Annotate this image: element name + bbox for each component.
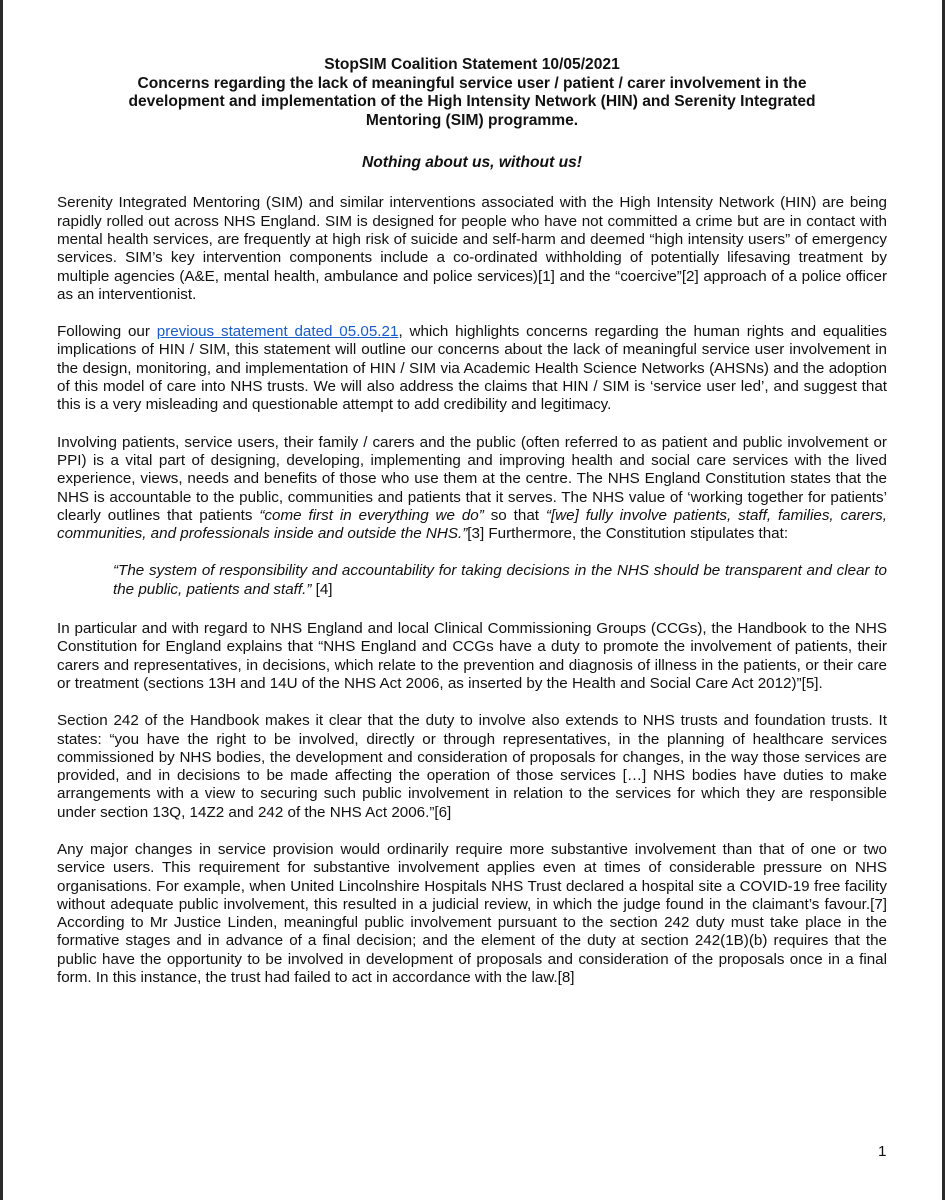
italic-quote: “[we] fully involve patients, staff, families, carers, communities, and professionals inside and outside the NHS.”	[57, 506, 887, 543]
paragraph-sim-overview: Serenity Integrated Mentoring (SIM) and similar interventions associated with the High Intensity Network (HIN) are being rapidly rolled out across NHS England. SIM is designed for people who have not committed a crime but are in contact with mental health services, are frequently at high risk of suicide and self-harm and deemed “high intensity users” of emergency services. SIM’s key intervention components include a co-ordinated withholding of potentially lifesaving treatment by multiple agencies (A&E, mental health, ambulance and police services)[1] and the “coercive”[2] approach of a police officer as an interventionist.	[57, 194, 887, 303]
italic-quote: “come first in everything we do”	[259, 506, 484, 524]
blockquote-ref: [4]	[311, 580, 333, 598]
paragraph-substantive-involvement: Any major changes in service provision would ordinarily require more substantive involvement than that of one or two service users. This requirement for substantive involvement applies even at times of considerable pressure on NHS organisations. For example, when United Lincolnshire Hospitals NHS Trust declared a hospital site a COVID-19 free facility without adequate public involvement, this resulted in a judicial review, in which the judge found in the claimant’s favour.[7] According to Mr Justice Linden, meaningful public involvement pursuant to the section 242 duty must take place in the formative stages and in advance of a final decision; and the element of the duty at section 242(1B)(b) requires that the public have the opportunity to be involved in development of proposals and consideration of the proposals once in a final form. In this instance, the trust had failed to act in accordance with the law.[8]	[57, 840, 887, 987]
statement-subtitle-line-2: development and implementation of the High Intensity Network (HIN) and Serenity Integrated	[128, 93, 816, 111]
statement-tagline: Nothing about us, without us!	[361, 154, 582, 172]
paragraph-previous-statement	[57, 323, 887, 414]
previous-statement-link[interactable]: previous statement dated 05.05.21	[156, 323, 399, 341]
document-body	[57, 56, 887, 1006]
constitution-blockquote	[57, 562, 887, 599]
paragraph-text: so that	[483, 506, 546, 524]
page-border-left	[0, 0, 3, 1200]
paragraph-text: , which highlights concerns regarding the human rights and equalities implications of HIN / SIM, this statement will outline our concerns about the lack of meaningful service user involvement in the design, monitoring, and implementation of HIN / SIM via Academic Health Science Networks (AHSNs) and the adoption of this model of care into NHS trusts. We will also address the claims that HIN / SIM is ‘service user led’, and suggest that this is a very misleading and questionable attempt to add credibility and legitimacy.	[57, 323, 888, 414]
statement-subtitle-line-3: Mentoring (SIM) programme.	[365, 111, 579, 129]
blockquote-text: “The system of responsibility and accountability for taking decisions in the NHS should be transparent and clear to the public, patients and staff.”	[113, 562, 887, 598]
statement-title: StopSIM Coalition Statement 10/05/2021	[324, 56, 620, 73]
paragraph-handbook-ccgs: In particular and with regard to NHS England and local Clinical Commissioning Groups (CCGs), the Handbook to the NHS Constitution for England explains that “NHS England and CCGs have a duty to promote the involvement of patients, their carers and representatives, in decisions, which relate to the prevention and diagnosis of illness in the patients, or their care or treatment (sections 13H and 14U of the NHS Act 2006, as inserted by the Health and Social Care Act 2012)”[5].	[57, 620, 887, 692]
page-number: 1	[878, 1143, 887, 1160]
paragraph-text: Following our	[57, 323, 157, 341]
paragraph-section-242: Section 242 of the Handbook makes it clear that the duty to involve also extends to NHS trusts and foundation trusts. It states: “you have the right to be involved, directly or through representatives, in the planning of healthcare services commissioned by NHS bodies, the development and consideration of proposals for changes, in the way those services are provided, and in decisions to be made affecting the operation of those services […] NHS bodies have duties to make arrangements with a view to securing such public involvement in relation to the services for which they are responsible under section 13Q, 14Z2 and 242 of the NHS Act 2006.”[6]	[57, 712, 887, 821]
paragraph-text: Involving patients, service users, their family / carers and the public (often referred to as patient and public involvement or PPI) is a vital part of designing, developing, implementing and improving health and social care services with the lived experience, views, needs and benefits of those who use them at the centre. The NHS England Constitution states that the NHS is accountable to the public, communities and patients that it serves. The NHS value of ‘working together for patients’ clearly outlines that patients	[57, 433, 887, 524]
paragraph-text: [3] Furthermore, the Constitution stipulates that:	[467, 525, 789, 543]
statement-subtitle-line-1: Concerns regarding the lack of meaningful service user / patient / carer involvement in the	[137, 74, 807, 92]
paragraph-patient-involvement	[57, 434, 887, 544]
